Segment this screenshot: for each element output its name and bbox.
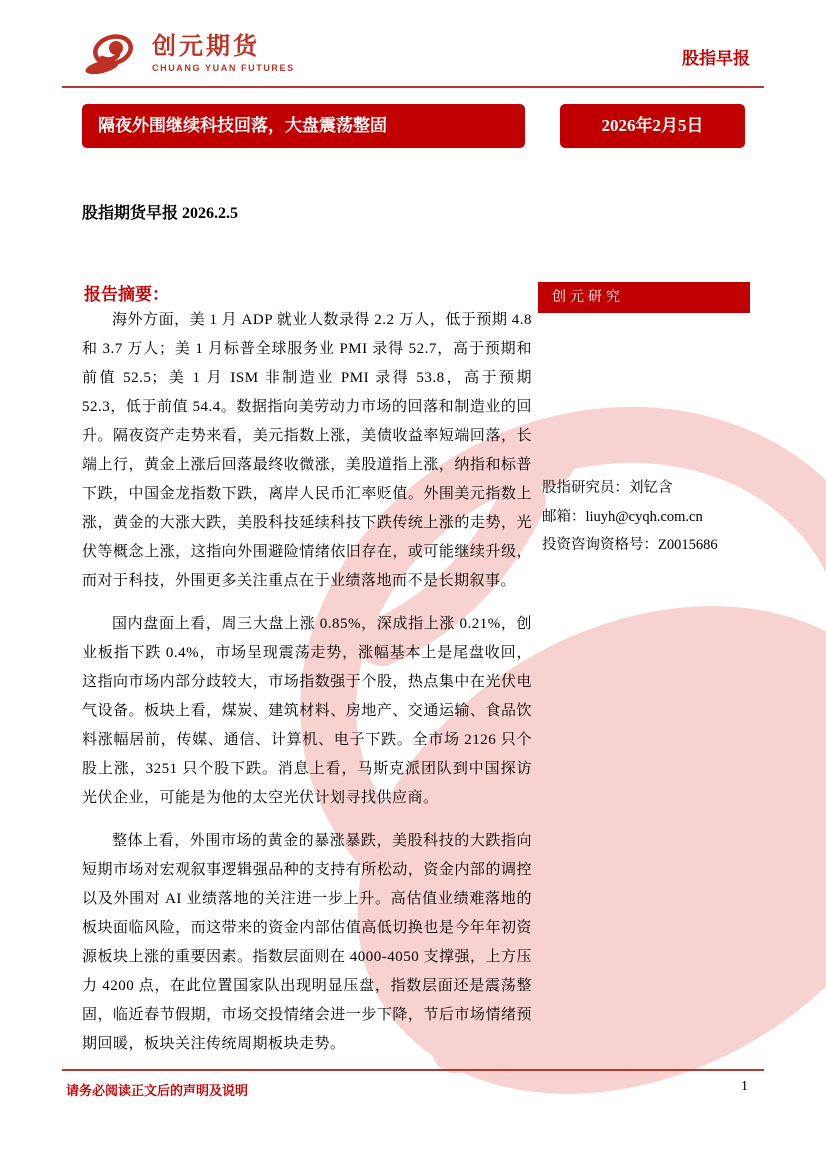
- researcher-info: [542, 474, 718, 560]
- summary-paragraph-overseas: 海外方面，美 1 月 ADP 就业人数录得 2.2 万人，低于预期 4.8 和 3.7 万人；美 1 月标普全球服务业 PMI 录得 52.7，高于预期和前值 52.5；美 1 月 ISM 非制造业 PMI 录得 53.8，高于预期 52.3，低于前值 54.4。数据指向美劳动力市场的回落和制造业的回升。隔夜资产走势来看，美元指数上涨，美债收益率短端回落，长端上行，黄金上涨后回落最终收微涨，美股道指上涨，纳指和标普下跌，中国金龙指数下跌，离岸人民币汇率贬值。外围美元指数上涨，黄金的大涨大跌，美股科技延续科技下跌传统上涨的走势，光伏等概念上涨，这指向外围避险情绪依旧存在，或可能继续升级，而对于科技，外围更多关注重点在于业绩落地而不是长期叙事。: [82, 312, 532, 589]
- logo-text: [152, 34, 295, 73]
- logo-name-cn: 创元期货: [152, 32, 260, 60]
- researcher-license: 投资咨询资格号：Z0015686: [542, 537, 718, 553]
- report-type-label: 股指早报: [682, 49, 750, 68]
- report-subtitle: 股指期货早报 2026.2.5: [82, 205, 239, 222]
- footer-disclaimer: 请务必阅读正文后的声明及说明: [66, 1083, 249, 1098]
- summary-paragraph-domestic: 国内盘面上看，周三大盘上涨 0.85%，深成指上涨 0.21%，创业板指下跌 0.4%，市场呈现震荡走势，涨幅基本上是尾盘收回，这指向市场内部分歧较大，市场指数强于个股，热点集中在光伏电气设备。板块上看，煤炭、建筑材料、房地产、交通运输、食品饮料涨幅居前，传媒、通信、计算机、电子下跌。全市场 2126 只个股上涨，3251 只个股下跌。消息上看，马斯克派团队到中国探访光伏企业，可能是为他的太空光伏计划寻找供应商。: [82, 616, 532, 806]
- report-date-badge: 2026年2月5日: [560, 104, 745, 148]
- logo-mark-icon: [82, 28, 142, 78]
- researcher-name: 股指研究员：刘钇含: [542, 480, 673, 496]
- header-divider: [62, 86, 764, 88]
- logo-name-en: CHUANG YUAN FUTURES: [152, 62, 295, 73]
- page-number: 1: [741, 1079, 748, 1094]
- report-headline: 隔夜外围继续科技回落，大盘震荡整固: [82, 104, 525, 148]
- summary-heading: 报告摘要：: [84, 285, 169, 304]
- summary-body: [82, 306, 532, 1073]
- researcher-email: 邮箱：liuyh@cyqh.com.cn: [542, 508, 703, 525]
- footer-divider: [62, 1069, 764, 1071]
- summary-paragraph-outlook: 整体上看，外围市场的黄金的暴涨暴跌，美股科技的大跌指向短期市场对宏观叙事逻辑强品种的支持有所松动，资金内部的调控以及外围对 AI 业绩落地的关注进一步上升。高估值业绩难落地的板块面临风险，而这带来的资金内部估值高低切换也是今年年初资源板块上涨的重要因素。指数层面则在 4000-4050 支撑强，上方压力 4200 点，在此位置国家队出现明显压盘，指数层面还是震荡整固，临近春节假期，市场交投情绪会进一步下降，节后市场情绪预期回暖，板块关注传统周期板块走势。: [82, 833, 532, 1052]
- company-logo: [82, 28, 295, 78]
- research-banner: 创元研究: [538, 282, 750, 313]
